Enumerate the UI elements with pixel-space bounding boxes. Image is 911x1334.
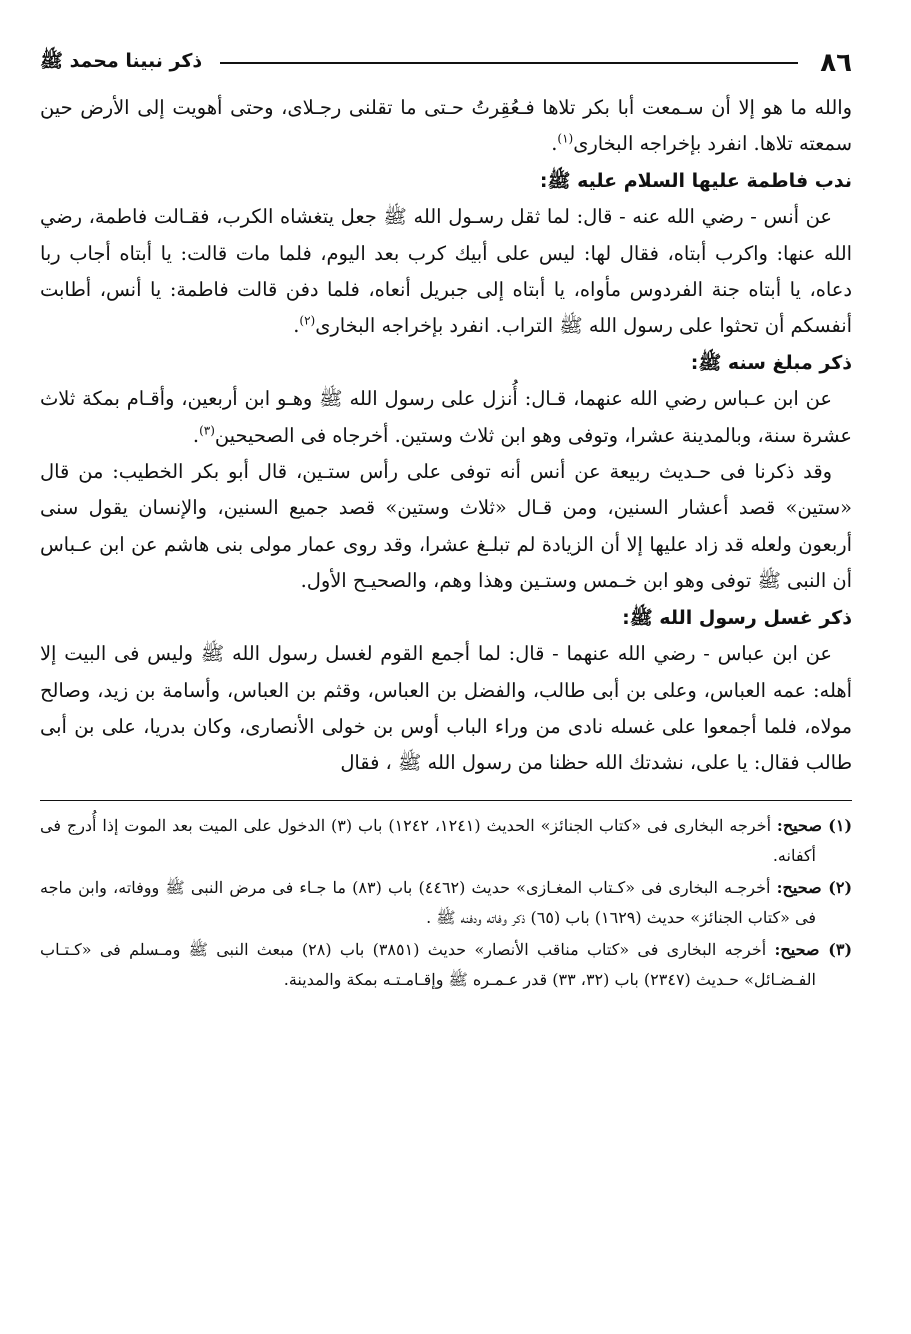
footnote-label: (٣) صحيح:: [774, 939, 853, 959]
paragraph: وقد ذكرنا فى حـديث ربيعة عن أنس أنه توفى على رأس ستـين، قال أبو بكر الخطيب: من قال «ستين» قصد أعشار السنين، ومن قـال «ثلاث وستين» قصد جميع السنين، والإنسان يقول سنى أربعون ولعله قد زاد عليها إلا أن الزيادة لم تبلـغ عشرا، وقد روى عمار مولى بنى هاشم عن ابن عـباس أن النبى ﷺ توفى وهو ابن خـمس وستـين وهذا وهم، والصحيـح الأول.: [40, 460, 852, 593]
footnote-text: أخرجه البخارى فى «كتاب مناقب الأنصار» حديث (٣٨٥١) باب (٢٨) مبعث النبى ﷺ ومـسلم فى «كـتـاب الفـضـائل» حـديث (٢٣٤٧) باب (٣٢، ٣٣) قدر عـمـره ﷺ وإقـامـتـه بمكة والمدينة.: [40, 939, 816, 989]
footnote-divider: [40, 800, 852, 801]
footnote-label: (١) صحيح:: [776, 815, 853, 835]
header-rule: [220, 62, 798, 64]
footnote-text: أخرجـه البخارى فى «كـتاب المغـازى» حديث (٤٤٦٢) باب (٨٣) ما جـاء فى مرض النبى ﷺ ووفاته، وابن ماجه فى «كتاب الجنائز» حديث (١٦٢٩) باب (٦٥) ذكر وفاته ودفنه ﷺ .: [40, 877, 816, 927]
running-title: ذكر نبينا محمد ﷺ: [40, 50, 203, 72]
paragraph-text: عن ابن عـباس رضي الله عنهما، قـال: أُنزل على رسول الله ﷺ وهـو ابن أربعين، وأقـام بمكة ثلاث عشرة سنة، وبالمدينة عشرا، وتوفى وهو ابن ثلاث وستين. أخرجاه فى الصحيحين: [40, 387, 852, 447]
paragraph: عن ابن عـباس رضي الله عنهما، قـال: أُنزل على رسول الله ﷺ وهـو ابن أربعين، وأقـام بمكة ثلاث عشرة سنة، وبالمدينة عشرا، وتوفى وهو ابن ثلاث وستين. أخرجاه فى الصحيحين$^{(٣)}$.: [40, 387, 852, 447]
section-heading: ذكر غسل رسول الله ﷺ:: [622, 606, 852, 629]
footnotes: [40, 811, 852, 995]
footnote: [40, 811, 852, 871]
footnote-text: أخرجه البخارى فى «كتاب الجنائز» الحديث (١٢٤١، ١٢٤٢) باب (٣) الدخول على الميت بعد الموت إذا أُدرج فى أكفانه.: [40, 815, 816, 865]
footnote-ref: (٢): [299, 313, 316, 328]
page-header: [40, 40, 852, 86]
paragraph: والله ما هو إلا أن سـمعت أبا بكر تلاها فـعُقِرتُ حـتى ما تقلنى رجـلاى، وحتى أهويت إلى الأرض حين سمعته تلاها. انفرد بإخراجه البخارى$^{(١)}$.: [40, 96, 852, 156]
main-text: [40, 90, 852, 782]
section-heading: ذكر مبلغ سنه ﷺ:: [690, 351, 852, 374]
paragraph: عن أنس - رضي الله عنه - قال: لما ثقل رسـول الله ﷺ جعل يتغشاه الكرب، فقـالت فاطمة، رضي الله عنها: واكرب أبتاه، فقال لها: ليس على أبيك كرب بعد اليوم، فلما مات قالت: يا أبتاه أجاب ربا دعاه، يا أبتاه جنة الفردوس مأواه، يا أبتاه إلى جبريل أنعاه، فلما دفن قالت فاطمة: يا أنس، أطابت أنفسكم أن تحثوا على رسول الله ﷺ التراب. انفرد بإخراجه البخارى$^{(٢)}$.: [40, 205, 852, 338]
footnote-ref: (١): [557, 131, 574, 146]
footnote: [40, 873, 852, 933]
paragraph: عن ابن عباس - رضي الله عنهما - قال: لما أجمع القوم لغسل رسول الله ﷺ وليس فى البيت إلا أهله: عمه العباس، وعلى بن أبى طالب، والفضل بن العباس، وقثم بن العباس، وأسامة بن زيد، وصالح مولاه، فلما أجمعوا على غسله نادى من وراء الباب أوس بن خولى الأنصارى، وكان بدريا، على بن أبى طالب فقال: يا على، نشدتك الله حظنا من رسول الله ﷺ ، فقال: [40, 642, 852, 775]
footnote-label: (٢) صحيح:: [776, 877, 853, 897]
section-heading: ندب فاطمة عليها السلام عليه ﷺ:: [539, 169, 852, 192]
footnote-ref: (٣): [199, 423, 215, 438]
paragraph-text: عن أنس - رضي الله عنه - قال: لما ثقل رسـول الله ﷺ جعل يتغشاه الكرب، فقـالت فاطمة، رضي الله عنها: واكرب أبتاه، فقال لها: ليس على أبيك كرب بعد اليوم، فلما مات قالت: يا أبتاه أجاب ربا دعاه، يا أبتاه جنة الفردوس مأواه، يا أبتاه إلى جبريل أنعاه، فلما دفن قالت فاطمة: يا أنس، أطابت أنفسكم أن تحثوا على رسول الله ﷺ التراب. انفرد بإخراجه البخارى: [40, 205, 852, 338]
book-page: [40, 40, 852, 997]
footnote: [40, 935, 852, 995]
paragraph-text: والله ما هو إلا أن سـمعت أبا بكر تلاها فـعُقِرتُ حـتى ما تقلنى رجـلاى، وحتى أهويت إلى الأرض حين سمعته تلاها. انفرد بإخراجه البخارى: [40, 96, 852, 156]
page-number: ٨٦: [820, 48, 852, 78]
